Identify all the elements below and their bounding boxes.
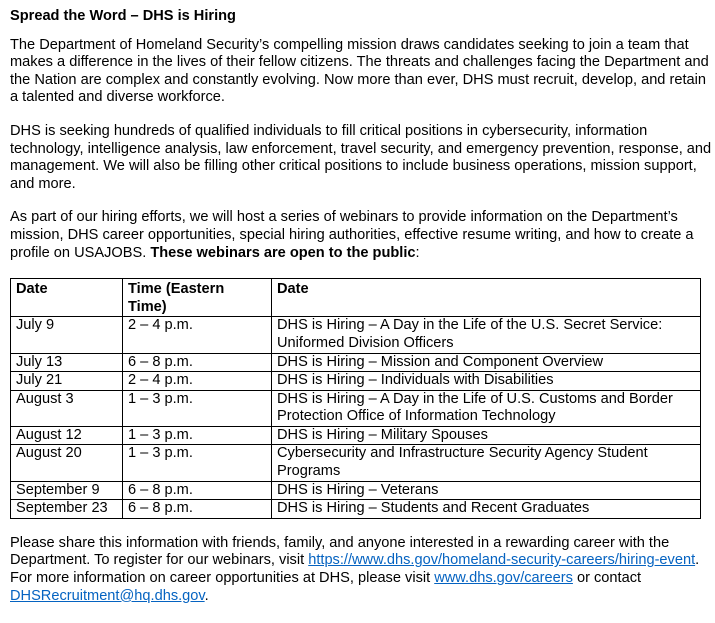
row-event: DHS is Hiring – Veterans — [272, 481, 701, 500]
table-row — [11, 500, 701, 519]
row-date: August 12 — [11, 426, 123, 445]
public-notice: These webinars are open to the public — [150, 244, 416, 261]
row-event: DHS is Hiring – Mission and Component Overview — [272, 353, 701, 372]
row-event: DHS is Hiring – A Day in the Life of the U.S. Secret Service: Uniformed Division Officers — [272, 317, 701, 353]
table-row — [11, 445, 701, 481]
header-event: Date — [272, 279, 701, 317]
row-time: 1 – 3 p.m. — [123, 445, 272, 481]
table-row — [11, 353, 701, 372]
row-date: July 21 — [11, 372, 123, 391]
row-event: DHS is Hiring – Military Spouses — [272, 426, 701, 445]
row-event: DHS is Hiring – A Day in the Life of U.S. Customs and Border Protection Office of Information Technology — [272, 390, 701, 426]
row-date: August 20 — [11, 445, 123, 481]
webinars-paragraph — [10, 209, 715, 262]
row-time: 2 – 4 p.m. — [123, 317, 272, 353]
row-event: Cybersecurity and Infrastructure Security Agency Student Programs — [272, 445, 701, 481]
row-time: 6 – 8 p.m. — [123, 481, 272, 500]
closing-text-4: . — [204, 587, 209, 604]
table-row — [11, 372, 701, 391]
row-date: September 23 — [11, 500, 123, 519]
hiring-event-link[interactable]: https://www.dhs.gov/homeland-security-careers/hiring-event — [308, 552, 696, 569]
closing-text-2: . For more information on career opportunities at DHS, please visit — [10, 552, 700, 587]
row-event: DHS is Hiring – Individuals with Disabilities — [272, 372, 701, 391]
row-time: 6 – 8 p.m. — [123, 500, 272, 519]
row-event: DHS is Hiring – Students and Recent Graduates — [272, 500, 701, 519]
table-row — [11, 481, 701, 500]
table-row — [11, 317, 701, 353]
header-time: Time (Eastern Time) — [123, 279, 272, 317]
row-time: 1 – 3 p.m. — [123, 426, 272, 445]
closing-text-1: Please share this information with friends, family, and anyone interested in a rewarding career with the Department. To register for our webinars, visit — [10, 534, 670, 569]
row-date: July 13 — [11, 353, 123, 372]
webinars-text: As part of our hiring efforts, we will host a series of webinars to provide information on the Department’s mission, DHS career opportunities, special hiring authorities, effective resume writing, and how to create a profile on USAJOBS. — [10, 209, 694, 261]
row-time: 6 – 8 p.m. — [123, 353, 272, 372]
positions-paragraph: DHS is seeking hundreds of qualified individuals to fill critical positions in cybersecurity, information technology, intelligence analysis, law enforcement, travel security, and emergency prevention, response, and management. We will also be filling other critical positions to include business operations, mission support, and more. — [10, 122, 712, 192]
webinars-end: : — [415, 244, 420, 261]
table-row — [11, 390, 701, 426]
recruitment-email-link[interactable]: DHSRecruitment@hq.dhs.gov — [10, 587, 205, 604]
webinar-schedule-table — [10, 278, 701, 519]
row-time: 2 – 4 p.m. — [123, 372, 272, 391]
intro-paragraph: The Department of Homeland Security’s compelling mission draws candidates seeking to join a team that makes a difference in the lives of their fellow citizens. The threats and challenges facing the Department and the Nation are complex and constantly evolving. Now more than ever, DHS must recruit, develop, and retain a talented and diverse workforce. — [10, 36, 709, 106]
row-date: August 3 — [11, 390, 123, 426]
table-row — [11, 426, 701, 445]
header-date: Date — [11, 279, 123, 317]
careers-link[interactable]: www.dhs.gov/careers — [434, 570, 573, 587]
document-title: Spread the Word – DHS is Hiring — [10, 8, 236, 24]
row-time: 1 – 3 p.m. — [123, 390, 272, 426]
table-header-row — [11, 279, 701, 317]
row-date: July 9 — [11, 317, 123, 353]
row-date: September 9 — [11, 481, 123, 500]
closing-text-3: or contact — [572, 570, 642, 587]
closing-paragraph — [10, 535, 715, 605]
